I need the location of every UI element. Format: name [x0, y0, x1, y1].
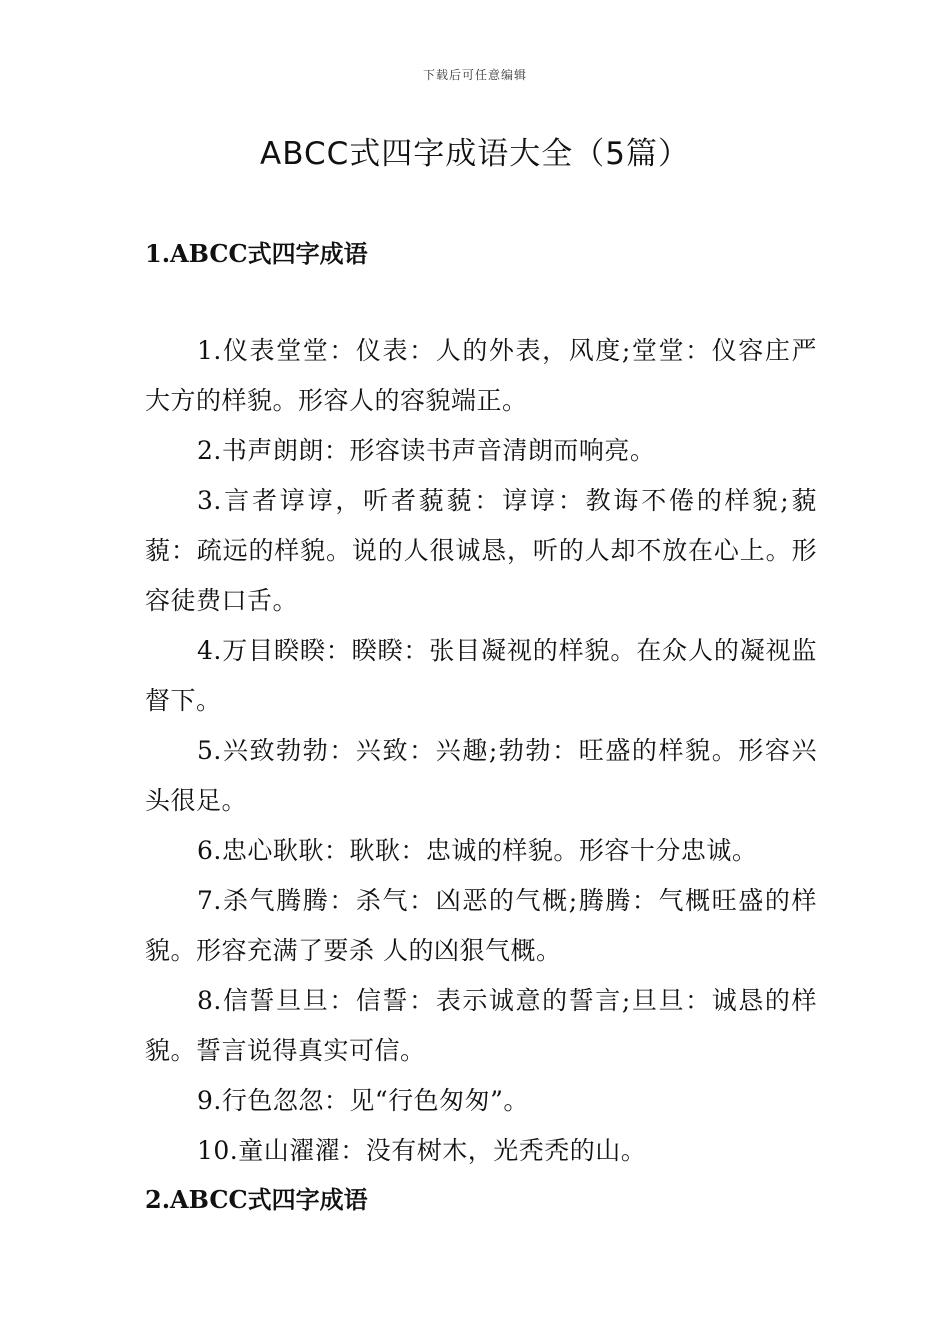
- header-note: 下载后可任意编辑: [422, 68, 527, 82]
- idiom-entry-8: 8.信誓旦旦：信誓：表示诚意的誓言;旦旦：诚恳的样貌。誓言说得真实可信。: [145, 986, 817, 1065]
- idiom-entry-6: 6.忠心耿耿：耿耿：忠诚的样貌。形容十分忠诚。: [197, 836, 758, 865]
- idiom-entry-2: 2.书声朗朗：形容读书声音清朗而响亮。: [197, 436, 656, 465]
- idiom-entry-5: 5.兴致勃勃：兴致：兴趣;勃勃：旺盛的样貌。形容兴头很足。: [145, 736, 817, 815]
- section-heading-1: 1.ABCC式四字成语: [145, 239, 368, 268]
- section-1-body: [145, 326, 817, 1176]
- idiom-entry-1: 1.仪表堂堂：仪表：人的外表，风度;堂堂：仪容庄严大方的样貌。形容人的容貌端正。: [145, 336, 817, 415]
- idiom-entry-4: 4.万目睽睽：睽睽：张目凝视的样貌。在众人的凝视监督下。: [145, 636, 817, 715]
- idiom-entry-9: 9.行色忽忽：见“行色匆匆”。: [197, 1086, 529, 1115]
- section-heading-2: 2.ABCC式四字成语: [145, 1185, 368, 1214]
- idiom-entry-7: 7.杀气腾腾：杀气：凶恶的气概;腾腾：气概旺盛的样貌。形容充满了要杀 人的凶狠气概。: [145, 886, 817, 965]
- idiom-entry-10: 10.童山濯濯：没有树木，光秃秃的山。: [197, 1136, 647, 1165]
- document-title: ABCC式四字成语大全（5篇）: [260, 136, 690, 172]
- idiom-entry-3: 3.言者谆谆，听者藐藐：谆谆：教诲不倦的样貌;藐藐：疏远的样貌。说的人很诚恳，听的人却不放在心上。形容徒费口舌。: [145, 486, 817, 615]
